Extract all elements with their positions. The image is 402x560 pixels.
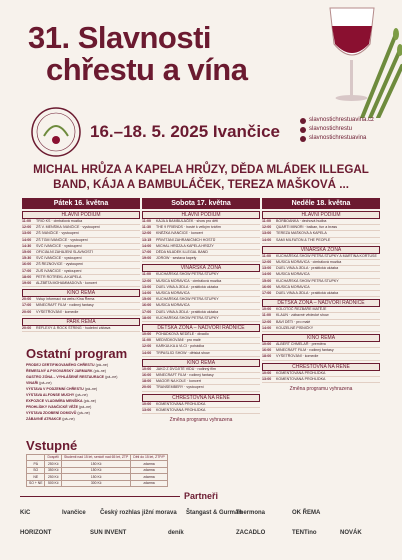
other-program-days: (pá–ne)	[76, 411, 90, 415]
program-row	[262, 354, 380, 360]
day-column	[22, 198, 140, 332]
program-row	[142, 385, 260, 391]
program-time: 18:00	[142, 315, 152, 320]
other-program-days: (pá–ne)	[82, 399, 96, 403]
day-heading: Neděle 18. května	[262, 198, 380, 209]
zone-heading: CHŘESTOVNA NA ŘENĚ	[262, 363, 380, 371]
zone-heading: HLAVNÍ PODIUM	[262, 211, 380, 219]
zone-heading: HLAVNÍ PODIUM	[22, 211, 140, 219]
program-event: PŘIVÍTÁNÍ ZAHRANIČNÍCH HOSTŮ	[156, 237, 216, 242]
program-time: 13:00	[142, 407, 152, 412]
admission-heading: Vstupné	[26, 438, 78, 453]
instagram-icon	[300, 136, 306, 142]
program-time: 14:00	[22, 237, 32, 242]
program-time: 20:00	[22, 297, 32, 302]
program-time: 12:00	[142, 231, 152, 236]
program-time: 16:00	[142, 303, 152, 308]
program-time: 10:00	[262, 370, 272, 375]
program-event: QUARTI MINORI · balkan, fun a brass	[276, 225, 338, 230]
program-event: BORBOANKA · dechová hudba	[276, 219, 327, 223]
other-program-item	[26, 416, 126, 422]
program-event: KOMENTOVANÁ PROHLÍDKA	[156, 401, 206, 406]
program-event: KNĚŽKA IVANČICE · koncert	[156, 231, 203, 236]
partner-logo: NOVÁK	[340, 530, 362, 536]
program-time: 13:15	[142, 237, 152, 242]
other-program-name: PROHLÍDKY IVANČICKÉ VĚŽE	[26, 405, 78, 409]
program-event: KOMENTOVANÁ PROHLÍDKA	[276, 376, 326, 381]
program-time: 11:00	[262, 313, 271, 318]
program-time: 11:00	[22, 219, 31, 223]
program-time: 16:00	[22, 262, 32, 267]
partner-logo: SUN INVENT	[90, 530, 127, 536]
festival-dates: 16.–18. 5. 2025 Ivančice	[90, 122, 280, 141]
program-time: 18:00	[142, 379, 152, 384]
program-time: 16:00	[142, 373, 152, 378]
program-event: Vstup informací na webu Kina Řema	[36, 297, 95, 302]
program-row	[142, 351, 260, 357]
program-row	[22, 281, 140, 287]
program-event: DUEL VINA A JÍDLA · praktická ukázka	[156, 284, 219, 289]
other-program-name: VINAŘI	[26, 381, 39, 385]
program-event: MICHAL HRŮZA A KAPELA HRŮZY	[156, 243, 214, 248]
program-event: MUSICA MORAVICA · cimbálová muzika	[276, 260, 342, 265]
admission-day: PÁ	[27, 461, 45, 467]
program-event: ZŠ TGM IVANČICE · vystoupení	[36, 237, 88, 242]
admission-column-header: Dospělí	[45, 455, 62, 461]
program-event: MAGOR NA KOLE · koncert	[156, 379, 201, 384]
other-program-days: (pá–ne)	[38, 381, 52, 385]
program-event: THE 9 FRIENDS · hosté k velkým tvářím	[156, 225, 221, 230]
other-program-days: (pá–ne)	[104, 375, 118, 379]
program-row	[262, 291, 380, 297]
program-event: KOMENTOVANÁ PROHLÍDKA	[156, 407, 206, 412]
program-time: 10:00	[262, 342, 272, 347]
program-time: 13:00	[22, 231, 32, 236]
admission-price: 150 Kč	[61, 474, 130, 480]
program-time: 10:00	[142, 401, 152, 406]
program-time: 11:00	[262, 253, 271, 258]
program-event: ZUŠ IVANČICE · vystoupení	[36, 268, 82, 273]
zone-heading: CHŘESTOVNA NA ŘENĚ	[142, 394, 260, 402]
program-event: OFICIÁLNÍ ZAHÁJENÍ SLAVNOSTÍ	[36, 250, 93, 255]
program-event: KUCHAŘSKÁ SHOW PETRA STUPKY A MARTINA KORTUSE	[276, 253, 377, 258]
program-time: 20:00	[142, 385, 152, 390]
program-time: 12:00	[262, 319, 272, 324]
program-event: MINECRAFT FILM · rodinný fantasy	[36, 303, 94, 308]
zone-heading: KINO ŘEMA	[262, 334, 380, 342]
day-column	[262, 198, 380, 392]
program-time: 16:00	[262, 284, 272, 289]
program-event: DUEL VINA A JÍDLA · praktická ukázka	[156, 309, 219, 314]
program-time: 11:00	[142, 272, 151, 277]
program-event: TEREZA MAŠKOVÁ A KAPELA	[276, 231, 327, 236]
program-event: VYŠETŘOVÁNÍ · komedie	[276, 354, 319, 359]
other-program-name: PRODEJ CERTIFIKOVANÉHO CHŘESTU	[26, 363, 95, 367]
program-event: KOLOTOČ ŘEZBÁŘE MATĚJE	[276, 307, 327, 312]
instagram-link[interactable]: slavnostichrestuavina	[300, 134, 374, 143]
day-heading: Sobota 17. května	[142, 198, 260, 209]
program-event: KUCHAŘSKÁ SHOW PETRA STUPKY	[276, 278, 339, 283]
program-time: 14:00	[142, 291, 152, 296]
program-time: 14:30	[22, 243, 32, 248]
program-row	[262, 326, 380, 332]
partner-logo: KiC	[20, 510, 31, 516]
partner-logo: HORIZONT	[20, 530, 52, 536]
other-program-heading: Ostatní program	[26, 346, 128, 361]
program-time: 17:00	[22, 268, 32, 273]
admission-header-row	[27, 455, 168, 461]
admission-row	[27, 480, 168, 486]
program-row	[262, 377, 380, 383]
wine-glass-illustration	[300, 0, 402, 118]
program-time: 12:00	[142, 278, 152, 283]
poster-title-line1: 31. Slavnosti	[28, 20, 212, 55]
admission-price: zdarma	[131, 461, 167, 467]
partner-logo: OK ŘEMA	[292, 510, 321, 516]
program-event: VYŠETŘOVÁNÍ · komedie	[36, 309, 79, 314]
program-event: KLAUN · zábavné vědecké show	[276, 313, 329, 318]
program-event: KÁJA A BAMBULÁČEK · show pro děti	[156, 219, 218, 223]
facebook-icon	[300, 127, 306, 133]
program-event: MUSICA MORAVICA	[276, 284, 310, 289]
admission-price: zdarma	[131, 474, 167, 480]
program-time: 14:00	[262, 272, 272, 277]
program-time: 15:00	[262, 278, 272, 283]
other-program-days: (pá–ne)	[94, 363, 109, 367]
admission-price: zdarma	[131, 480, 167, 486]
program-time: 12:00	[22, 225, 32, 230]
program-row	[22, 310, 140, 316]
program-time: 16:00	[262, 348, 272, 353]
other-program-days: (pá–ne)	[77, 405, 92, 409]
partner-logo: ZACADLO	[236, 530, 266, 536]
program-event: TRPASLÍCI SHOW · dětská show	[156, 350, 210, 355]
program-event: PETR ROTREKL A KAPELA	[36, 274, 82, 279]
program-time: 17:00	[142, 250, 152, 255]
admission-table	[26, 454, 168, 487]
partner-logo: Štangast & Gurmán	[186, 510, 243, 516]
program-time: 11:30	[142, 225, 151, 230]
program-time: 12:00	[262, 260, 272, 265]
program-event: DĚDA MLÁDEK ILLEGAL BAND	[156, 250, 208, 255]
program-time: 20:00	[22, 309, 32, 314]
partner-logo: TENTino	[292, 530, 317, 536]
program-time: 11:00	[262, 219, 271, 223]
admission-day: NE	[27, 474, 45, 480]
other-program-name: ZÁBAVNÉ ATRAKCE	[26, 417, 62, 421]
program-event: KOMENTOVANÁ PROHLÍDKA	[276, 370, 326, 375]
admission-price: zdarma	[131, 467, 167, 473]
program-time: 13:00	[262, 266, 272, 271]
other-program-days: (pá–ne)	[83, 387, 98, 391]
program-event: MEDVÍDKOVÁNÍ · pro malé	[156, 338, 201, 343]
program-row	[262, 238, 380, 244]
program-time: 15:30	[22, 256, 32, 261]
program-row	[22, 326, 140, 332]
zone-heading: VINAŘSKÁ ZÓNA	[142, 264, 260, 272]
other-program-days: (pá–ne)	[92, 369, 106, 373]
other-program-days: (pá–ne)	[61, 417, 75, 421]
program-event: BAVÍ DĚTI · pro malé	[276, 319, 311, 324]
program-time: 13:00	[262, 376, 272, 381]
program-event: TRANSEMBERY · vystoupení	[156, 385, 204, 390]
program-event: SVČ IVANČICE · vystoupení	[36, 243, 82, 248]
program-event: ZŠ V. MENŠÍKA IVANČICE · vystoupení	[36, 225, 100, 230]
partner-logo: jižní morava	[142, 510, 177, 516]
program-time: 14:00	[262, 237, 272, 242]
zone-heading: PARK ŘEMA	[22, 318, 140, 326]
admission-price: 350 Kč	[45, 467, 62, 473]
website-link[interactable]: slavnostichrestuavina.cz	[300, 116, 374, 125]
partner-logo: Český rozhlas	[100, 510, 141, 516]
program-time: 10:00	[142, 332, 152, 337]
program-time: 15:00	[22, 250, 32, 255]
program-time: 12:00	[262, 225, 272, 230]
day-heading: Pátek 16. května	[22, 198, 140, 209]
program-time: 14:00	[142, 350, 152, 355]
program-event: SVČ IVANČICE · vystoupení	[36, 256, 82, 261]
admission-day: SO	[27, 467, 45, 473]
admission-row	[27, 474, 168, 480]
program-row	[142, 316, 260, 322]
globe-icon	[300, 118, 306, 124]
program-time: 18:00	[262, 354, 272, 359]
program-time: 13:00	[262, 231, 272, 236]
other-program-name: VÝSTAVA V PODZEMNÍ CHŘESTU	[26, 387, 84, 391]
admission-price: 250 Kč	[45, 461, 62, 467]
program-event: TRIO KS · cimbálová muzika	[36, 219, 83, 223]
program-row	[142, 256, 260, 262]
program-event: MINECRAFT FILM · rodinný fantasy	[156, 373, 214, 378]
program-event: JOROW · sestava kapely	[156, 256, 197, 261]
other-program-name: VÝSTAVA ZDOBENÍ DOMOVŮ	[26, 411, 77, 415]
admission-price: 150 Kč	[61, 467, 130, 473]
zone-heading: HLAVNÍ PODIUM	[142, 211, 260, 219]
program-time: 13:00	[142, 284, 152, 289]
admission-price: 500 Kč	[45, 480, 62, 486]
program-time: 18:00	[22, 274, 32, 279]
facebook-link[interactable]: slavnostichrestu	[300, 125, 374, 134]
admission-row	[27, 461, 168, 467]
zone-heading: VINAŘSKÁ ZÓNA	[262, 246, 380, 254]
program-event: KUCHAŘSKÁ SHOW PETRA STUPKY	[156, 315, 219, 320]
program-time: 17:00	[142, 309, 152, 314]
admission-price: 250 Kč	[45, 474, 62, 480]
program-event: ALBERT CHMELAŘ · premiéra	[276, 342, 326, 347]
program-event: ZŠ ŘEZNOVICE · vystoupení	[36, 262, 84, 267]
program-event: POHÁDKOVÁ NEDĚLE · divadlo	[156, 332, 209, 337]
program-event: MINECRAFT FILM · rodinný fantasy	[276, 348, 334, 353]
program-event: KUCHAŘSKÁ SHOW PETRA STUPKY	[156, 272, 219, 277]
day-column	[142, 198, 260, 423]
program-event: MUSICA MORAVICA	[276, 272, 310, 277]
program-time: 10:00	[142, 366, 152, 371]
other-program-name: EXPOZICE VLADIMÍRA MENŠÍKA	[26, 399, 83, 403]
program-time: 19:00	[142, 256, 152, 261]
program-event: MUSICA MORAVICA · cimbálová muzika	[156, 278, 222, 283]
program-event: KARKULKA A VLCI · pohádka	[156, 344, 204, 349]
program-event: MUSICA MORAVICA	[156, 303, 190, 308]
program-time: 19:00	[22, 281, 32, 286]
partners-heading: Partneři	[183, 491, 218, 501]
zone-heading: DĚTSKÁ ZÓNA – NÁDVOŘÍ RADNICE	[262, 299, 380, 307]
other-program-name: GASTRO ZÓNA – VYHLÁŠENÉ RESTAURACE	[26, 375, 105, 379]
program-event: KOUZELNÉ PÍSNIČKY	[276, 325, 314, 330]
program-time: 17:00	[262, 291, 272, 296]
program-time: 11:00	[142, 338, 151, 343]
program-time: 17:00	[22, 303, 32, 308]
program-event: REFLEXY & ROCK STRING · hudební zábava	[36, 325, 111, 330]
partner-logo: Thermona	[236, 510, 266, 516]
zone-heading: KINO ŘEMA	[142, 359, 260, 367]
admission-price: 150 Kč	[61, 461, 130, 467]
other-program-days: (pá–ne)	[74, 393, 88, 397]
other-program-name: ŘEMESLNÝ A PIVOVARSKÝ JARMARK	[26, 369, 93, 373]
admission-column-header: Studenti nad 15 let, senioři nad 65 let, ZTP	[61, 455, 130, 461]
program-event: JAKO Z DVOJITÉ VIDU · rodinný film	[156, 366, 216, 371]
program-time: 12:00	[142, 344, 152, 349]
admission-row	[27, 467, 168, 473]
poster-title-line2: chřestu a vína	[46, 52, 248, 87]
program-event: ZŠ IVANČICE · vystoupení	[36, 231, 79, 236]
program-event: KUCHAŘSKÁ SHOW PETRA STUPKY	[156, 297, 219, 302]
partner-logo: Ivančice	[62, 510, 86, 516]
headliners: MICHAL HRŮZA A KAPELA HRŮZY, DĚDA MLÁDEK ILLEGAL BAND, KÁJA A BAMBULÁČEK, TEREZA MAŠKOVÁ ...	[33, 163, 369, 191]
program-time: 15:00	[142, 297, 152, 302]
admission-column-header: Děti do 15 let, ZTP/P	[131, 455, 167, 461]
zone-heading: KINO ŘEMA	[22, 289, 140, 297]
program-time: 14:00	[142, 243, 152, 248]
program-time: 14:00	[262, 325, 272, 330]
program-event: MUSICA MORAVICA	[156, 291, 190, 296]
program-time: 11:00	[142, 219, 151, 223]
program-time: 20:00	[22, 325, 32, 330]
other-program-name: VÝSTAVA ALFONSE MUCHY	[26, 393, 75, 397]
zone-heading: DĚTSKÁ ZÓNA – NÁDVOŘÍ RADNICE	[142, 324, 260, 332]
partner-logo: deník	[168, 530, 184, 536]
program-event: DUEL VINA A JÍDLA · praktická ukázka	[276, 291, 339, 296]
program-row	[142, 408, 260, 414]
admission-day: SO + NE	[27, 480, 45, 486]
program-time: 10:00	[262, 307, 272, 312]
program-note: Změna programu vyhrazena	[169, 417, 233, 424]
program-event: ALŽBĚTA MOHAMMADOVÁ · koncert	[36, 281, 97, 286]
program-event: DUEL VINA A JÍDLA · praktická ukázka	[276, 266, 339, 271]
other-program-list	[26, 362, 126, 422]
web-links	[300, 116, 374, 143]
festival-stamp-logo	[30, 106, 82, 158]
admission-price: 300 Kč	[61, 480, 130, 486]
program-note: Změna programu vyhrazena	[289, 386, 353, 393]
program-event: SAMI MILFATON & THE PEOPLE	[276, 237, 331, 242]
